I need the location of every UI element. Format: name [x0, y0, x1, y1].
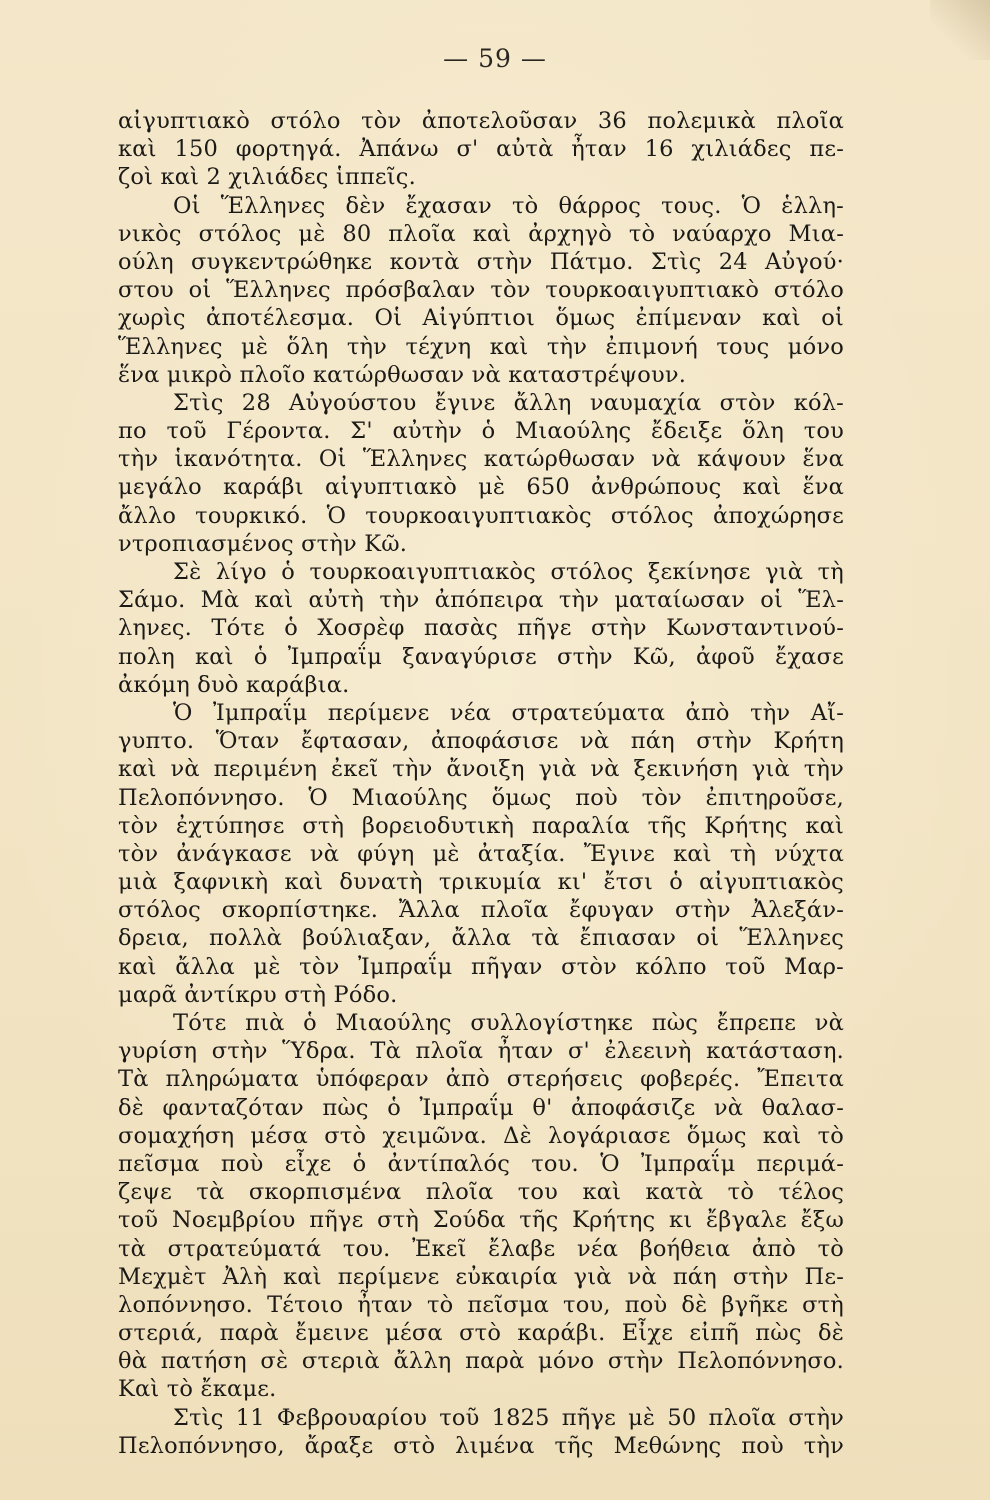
text-line: ἄλλο τουρκικό. Ὁ τουρκοαιγυπτιακὸς στόλος ἀποχώρησε [118, 502, 844, 529]
text-line: τὸν ἀνάγκασε νὰ φύγη μὲ ἀταξία. Ἔγινε καὶ τὴ νύχτα [118, 840, 844, 867]
text-line: Στὶς 11 Φεβρουαρίου τοῦ 1825 πῆγε μὲ 50 πλοῖα στὴν [173, 1404, 844, 1431]
text-line: Μεχμὲτ Ἀλὴ καὶ περίμενε εὐκαιρία γιὰ νὰ πάη στὴν Πε- [118, 1263, 844, 1290]
text-line: καὶ 150 φορτηγά. Ἀπάνω σ' αὐτὰ ἦταν 16 χιλιάδες πε- [118, 136, 844, 163]
text-line: πο τοῦ Γέροντα. Σ' αὐτὴν ὁ Μιαούλης ἔδειξε ὅλη του [118, 418, 844, 445]
text-line: μαρᾶ ἀντίκρυ στὴ Ρόδο. [118, 981, 398, 1008]
text-line: Ὁ Ἰμπραΐμ περίμενε νέα στρατεύματα ἀπὸ τὴν Αἴ- [173, 699, 844, 726]
text-line: ληνες. Τότε ὁ Χοσρὲφ πασὰς πῆγε στὴν Κωνσταντινού- [118, 615, 844, 642]
text-line: Πελοπόννησο. Ὁ Μιαούλης ὅμως ποὺ τὸν ἐπιτηροῦσε, [118, 784, 844, 811]
text-line: στεριά, παρὰ ἔμεινε μέσα στὸ καράβι. Εἶχε εἰπῆ πὼς δὲ [118, 1320, 844, 1347]
page-number: — 59 — [443, 44, 547, 73]
text-line: ἕνα μικρὸ πλοῖο κατώρθωσαν νὰ καταστρέψουν. [118, 361, 687, 388]
text-line: δὲ φανταζόταν πὼς ὁ Ἰμπραΐμ θ' ἀποφάσιζε νὰ θαλασ- [118, 1094, 844, 1121]
text-line: αἰγυπτιακὸ στόλο τὸν ἀποτελοῦσαν 36 πολεμικὰ πλοῖα [118, 108, 844, 134]
text-line: τὸν ἐχτύπησε στὴ βορειοδυτικὴ παραλία τῆς Κρήτης καὶ [118, 812, 844, 839]
text-line: μεγάλο καράβι αἰγυπτιακὸ μὲ 650 ἀνθρώπους καὶ ἕνα [118, 474, 844, 501]
body-text [118, 107, 844, 1460]
text-line: Τότε πιὰ ὁ Μιαούλης συλλογίστηκε πὼς ἔπρεπε νὰ [173, 1010, 844, 1036]
text-line: Καὶ τὸ ἔκαμε. [118, 1376, 277, 1403]
text-line: Στὶς 28 Αὐγούστου ἔγινε ἄλλη ναυμαχία στὸν κόλ- [173, 389, 844, 416]
text-line: πεῖσμα ποὺ εἶχε ὁ ἀντίπαλός του. Ὁ Ἰμπραΐμ περιμά- [118, 1150, 844, 1177]
text-line: γυρίση στὴν Ὕδρα. Τὰ πλοῖα ἦταν σ' ἐλεεινὴ κατάσταση. [118, 1038, 844, 1065]
text-line: ζοὶ καὶ 2 χιλιάδες ἱππεῖς. [118, 164, 416, 191]
text-line: Σὲ λίγο ὁ τουρκοαιγυπτιακὸς στόλος ξεκίνησε γιὰ τὴ [173, 559, 844, 585]
text-line: στου οἱ Ἕλληνες πρόσβαλαν τὸν τουρκοαιγυπτιακὸ στόλο [118, 277, 844, 304]
text-line: μιὰ ξαφνικὴ καὶ δυνατὴ τρικυμία κι' ἔτσι ὁ αἰγυπτιακὸς [118, 869, 844, 896]
text-line: σομαχήση μέσα στὸ χειμῶνα. Δὲ λογάριασε ὅμως καὶ τὸ [118, 1122, 844, 1149]
text-line: Ἕλληνες μὲ ὅλη τὴν τέχνη καὶ τὴν ἐπιμονή τους μόνο [118, 333, 844, 360]
text-line: πολη καὶ ὁ Ἰμπραΐμ ξαναγύρισε στὴν Κῶ, ἀφοῦ ἔχασε [118, 643, 844, 670]
text-line: Σάμο. Μὰ καὶ αὐτὴ τὴν ἀπόπειρα τὴν ματαίωσαν οἱ Ἕλ- [118, 587, 844, 614]
text-line: Οἱ Ἕλληνες δὲν ἔχασαν τὸ θάρρος τους. Ὁ ἑλλη- [173, 192, 844, 219]
text-line: τοῦ Νοεμβρίου πῆγε στὴ Σούδα τῆς Κρήτης κι ἔβγαλε ἔξω [118, 1207, 844, 1234]
text-line: δρεια, πολλὰ βούλιαξαν, ἄλλα τὰ ἔπιασαν οἱ Ἕλληνες [118, 925, 844, 952]
text-line: γυπτο. Ὅταν ἔφτασαν, ἀποφάσισε νὰ πάη στὴν Κρήτη [118, 728, 844, 755]
text-line: ἀκόμη δυὸ καράβια. [118, 671, 350, 698]
text-line: χωρὶς ἀποτέλεσμα. Οἱ Αἰγύπτιοι ὅμως ἐπίμεναν καὶ οἱ [118, 305, 844, 332]
text-line: ντροπιασμένος στὴν Κῶ. [118, 530, 408, 557]
text-line: καὶ ἄλλα μὲ τὸν Ἰμπραΐμ πῆγαν στὸν κόλπο τοῦ Μαρ- [118, 953, 844, 980]
text-line: ούλη συγκεντρώθηκε κοντὰ στὴν Πάτμο. Στὶς 24 Αὐγού· [118, 248, 844, 275]
text-line: καὶ νὰ περιμένη ἐκεῖ τὴν ἄνοιξη γιὰ νὰ ξεκινήση γιὰ τὴν [118, 756, 844, 783]
text-line: λοπόννησο. Τέτοιο ἦταν τὸ πεῖσμα του, ποὺ δὲ βγῆκε στὴ [118, 1291, 844, 1318]
text-line: Τὰ πληρώματα ὑπόφεραν ἀπὸ στερήσεις φοβερές. Ἔπειτα [118, 1066, 844, 1093]
text-line: Πελοπόννησο, ἄραξε στὸ λιμένα τῆς Μεθώνης ποὺ τὴν [118, 1432, 844, 1459]
text-line: θὰ πατήση σὲ στεριὰ ἄλλη παρὰ μόνο στὴν Πελοπόννησο. [118, 1348, 844, 1375]
text-line: τὰ στρατεύματά του. Ἐκεῖ ἔλαβε νέα βοήθεια ἀπὸ τὸ [118, 1235, 844, 1262]
text-line: νικὸς στόλος μὲ 80 πλοῖα καὶ ἀρχηγὸ τὸ ναύαρχο Μια- [118, 220, 844, 247]
text-line: ζεψε τὰ σκορπισμένα πλοῖα του καὶ κατὰ τὸ τέλος [118, 1179, 844, 1206]
text-line: στόλος σκορπίστηκε. Ἄλλα πλοῖα ἔφυγαν στὴν Ἀλεξάν- [118, 897, 844, 924]
text-line: τὴν ἱκανότητα. Οἱ Ἕλληνες κατώρθωσαν νὰ κάψουν ἕνα [118, 446, 844, 473]
